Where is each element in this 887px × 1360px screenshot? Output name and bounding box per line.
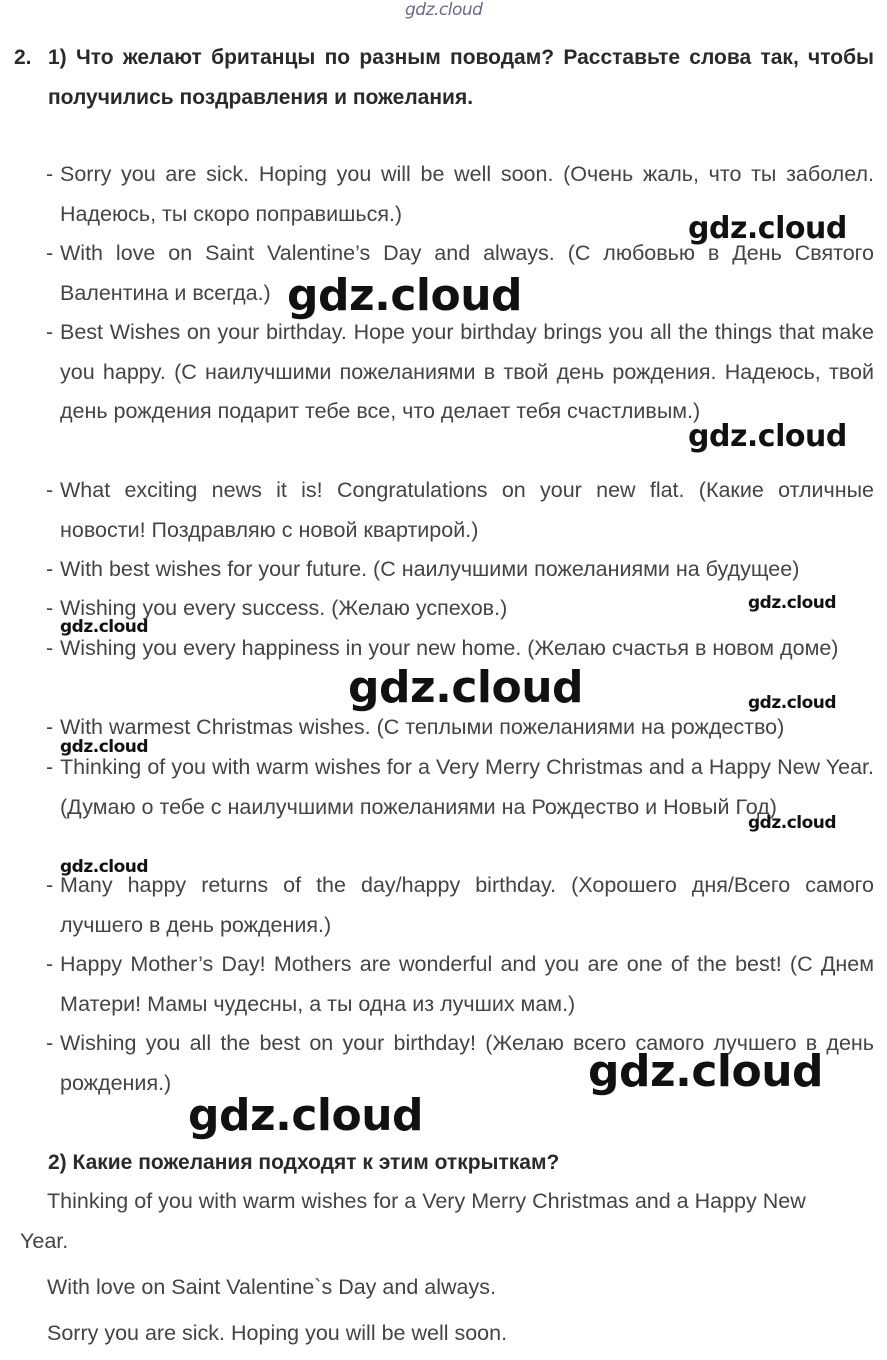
task-number: 2. xyxy=(14,46,32,69)
list-item xyxy=(46,471,874,550)
watermark: gdz.cloud xyxy=(348,662,584,713)
answer-line: Year. xyxy=(20,1229,69,1253)
watermark: gdz.cloud xyxy=(748,813,837,833)
answer-line: Thinking of you with warm wishes for a Very Merry Christmas and a Happy New xyxy=(47,1189,806,1213)
list-dash: - xyxy=(46,755,54,779)
task-heading-text: 1) Что желают британцы по разным поводам? Расставьте слова так, чтобы получились поздравления и пожелания. xyxy=(48,46,874,109)
list-item-text: Many happy returns of the day/happy birthday. (Хорошего дня/Всего самого лучшего в день рождения.) xyxy=(60,873,874,937)
list-dash: - xyxy=(46,320,54,344)
site-watermark: gdz.cloud xyxy=(405,0,483,20)
list-dash: - xyxy=(46,636,54,660)
list-dash: - xyxy=(46,241,54,265)
list-dash: - xyxy=(46,596,54,620)
watermark: gdz.cloud xyxy=(588,1046,824,1097)
watermark: gdz.cloud xyxy=(287,270,523,321)
watermark: gdz.cloud xyxy=(60,857,149,877)
list-item-text: Wishing you all the best on your birthday! (Желаю всего самого лучшего в день рождения.) xyxy=(60,1031,874,1095)
list-item-text: What exciting news it is! Congratulations on your new flat. (Какие отличные новости! Поздравляю с новой квартирой.) xyxy=(60,478,874,542)
list-item-text: Happy Mother’s Day! Mothers are wonderful and you are one of the best! (С Днем Матери! Мамы чудесны, а ты одна из лучших мам.) xyxy=(60,952,874,1016)
watermark: gdz.cloud xyxy=(188,1090,424,1141)
list-item-text: Thinking of you with warm wishes for a Very Merry Christmas and a Happy New Year. (Думаю о тебе с наилучшими пожеланиями на Рождество и Новый Год) xyxy=(60,755,874,819)
list-item xyxy=(46,945,874,1024)
watermark: gdz.cloud xyxy=(688,419,847,454)
watermark: gdz.cloud xyxy=(60,737,149,757)
watermark: gdz.cloud xyxy=(688,211,847,246)
subtask-heading: 2) Какие пожелания подходят к этим открыткам? xyxy=(48,1151,560,1174)
answer-line: With love on Saint Valentine`s Day and always. xyxy=(47,1275,496,1299)
list-item-text: With best wishes for your future. (С наилучшими пожеланиями на будущее) xyxy=(60,557,800,581)
list-item-text: Best Wishes on your birthday. Hope your birthday brings you all the things that make you happy. (С наилучшими пожеланиями в твой день рождения. Надеюсь, твой день рождения подарит тебе все, что делает тебя счастливым.) xyxy=(60,320,874,423)
list-dash: - xyxy=(46,952,54,976)
list-dash: - xyxy=(46,162,54,186)
list-item xyxy=(46,866,874,945)
list-item-text: Sorry you are sick. Hoping you will be well soon. (Очень жаль, что ты заболел. Надеюсь, ты скоро поправишься.) xyxy=(60,162,874,226)
list-dash: - xyxy=(46,873,54,897)
watermark: gdz.cloud xyxy=(748,693,837,713)
list-dash: - xyxy=(46,557,54,581)
watermark: gdz.cloud xyxy=(60,617,149,637)
list-item xyxy=(46,313,874,432)
list-item-text: Wishing you every happiness in your new home. (Желаю счастья в новом доме) xyxy=(60,636,839,660)
list-item-text: With love on Saint Valentine’s Day and always. (С любовью в День Святого Валентина и всегда.) xyxy=(60,241,874,305)
list-item xyxy=(46,550,874,590)
answer-line: Sorry you are sick. Hoping you will be well soon. xyxy=(47,1321,508,1345)
list-item-text: With warmest Christmas wishes. (С теплыми пожеланиями на рождество) xyxy=(60,715,785,739)
list-dash: - xyxy=(46,715,54,739)
task-heading xyxy=(14,38,874,118)
list-dash: - xyxy=(46,1031,54,1055)
watermark: gdz.cloud xyxy=(748,593,837,613)
list-item-text: Wishing you every success. (Желаю успехов.) xyxy=(60,596,508,620)
list-item xyxy=(46,708,874,748)
list-dash: - xyxy=(46,478,54,502)
